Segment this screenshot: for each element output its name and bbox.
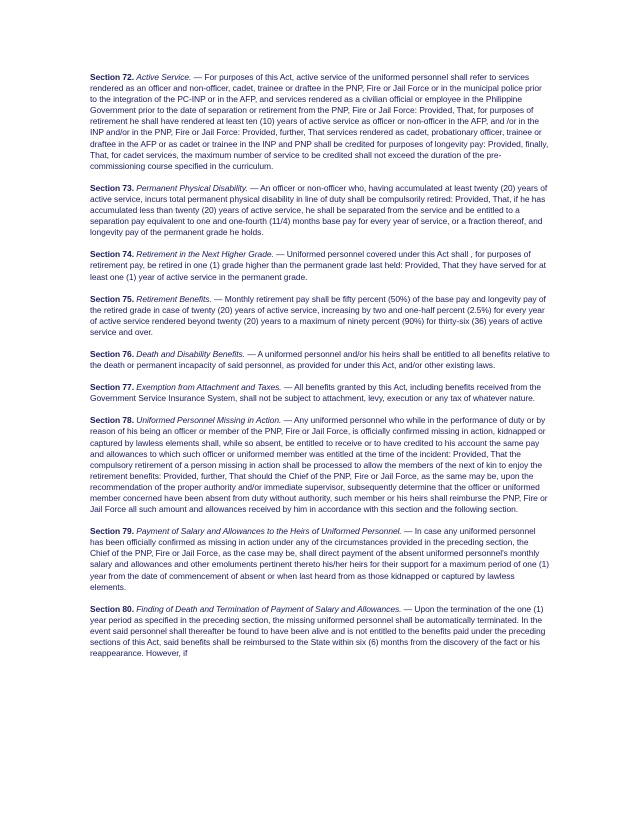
section-number: Section 80.: [90, 603, 134, 614]
section-73: [90, 183, 550, 238]
section-body: — An officer or non-officer who, having accumulated at least twenty (20) years of active service, incurs total permanent physical disability in line of duty shall be compulsorily retired: Provided, That, if he has accumulated less than twenty (20) years of active service, he shall be separated from the service and be entitled to a separation pay equivalent to one and one-fourth (11/4) months base pay for every year of service, or a fraction thereof, and longevity pay of the permanent grade he holds.: [90, 182, 548, 238]
section-number: Section 78.: [90, 415, 134, 426]
section-title: Death and Disability Benefits.: [136, 348, 246, 359]
section-74: [90, 249, 550, 282]
section-title: Retirement in the Next Higher Grade.: [136, 249, 274, 260]
section-number: Section 77.: [90, 382, 134, 393]
section-number: Section 75.: [90, 293, 134, 304]
section-body: — Monthly retirement pay shall be fifty percent (50%) of the base pay and longevity pay of the retired grade in case of twenty (20) years of active service, increasing by two and one-half percent (2.5%) for every year of active service rendered beyond twenty (20) years to a maximum of ninety percent (90%) for thirty-six (36) years of active service and over.: [90, 293, 546, 337]
section-paragraph: [90, 415, 550, 515]
section-body: — All benefits granted by this Act, including benefits received from the Government Service Insurance System, shall not be subject to attachment, levy, execution or any tax of whatever nature.: [90, 382, 542, 404]
section-title: Finding of Death and Termination of Payment of Salary and Allowances.: [136, 603, 402, 614]
section-body: — Any uniformed personnel who while in the performance of duty or by reason of his being an officer or member of the PNP, Fire or Jail Force, is officially confirmed missing in action, kidnapped or captured by lawless elements shall, while so absent, be entitled to receive or to have credited to his account the same pay and allowances to which such officer or uniformed member was entitled at the time of the incident: Provided, That the compulsory retirement of a person missing in action shall be processed to allow the members of the next of kin to enjoy the retirement benefits: Provided, further, That should the Chief of the PNP, Fire or Jail Force, as the same may be, upon the recommendation of the proper authority and/or immediate supervisor, subsequently determine that the officer or uniformed member concerned have been absent from duty without authority, such member or his heirs shall reimburse the PNP, Fire or Jail Force all such amount and allowances received by him in accordance with this section and the following section.: [90, 415, 548, 515]
section-body: — For purposes of this Act, active service of the uniformed personnel shall refer to services rendered as an officer and non-officer, cadet, trainee or draftee in the PNP, Fire or Jail Force or in the municipal police prior to the integration of the PC-INP or in the AFP, and services rendered as a civilian official or employee in the Philippine Government prior to the date of separation or retirement from the PNP, Fire or Jail Force: Provided, That, for purposes of retirement he shall have rendered at least ten (10) years of active service as officer or non-officer in the AFP, and /or in the INP and/or in the PNP, Fire or Jail Force: Provided, further, That services rendered as cadet, probationary officer, trainee or draftee in the AFP or as cadet or trainee in the INP and PNP shall be credited for purposes of longevity pay: Provided, finally, That, for cadet services, the maximum number of service to be credited shall not exceed the duration of the pre-commissioning course specified in the curriculum.: [90, 72, 549, 171]
section-number: Section 74.: [90, 249, 134, 260]
section-paragraph: [90, 526, 550, 593]
section-paragraph: [90, 294, 550, 338]
section-79: [90, 526, 550, 593]
section-number: Section 72.: [90, 72, 134, 82]
section-paragraph: [90, 183, 550, 238]
document-page: [90, 72, 550, 670]
section-72: [90, 72, 550, 172]
section-title: Active Service.: [136, 72, 192, 82]
section-paragraph: [90, 349, 550, 371]
section-number: Section 76.: [90, 348, 134, 359]
section-number: Section 79.: [90, 526, 134, 537]
section-body: — Upon the termination of the one (1) year period as specified in the preceding section, the missing uniformed personnel shall be automatically terminated. In the event said personnel shall thereafter be found to have been alive and is not entitled to the benefits paid under the preceding sections of this Act, said benefits shall be reimbursed to the State within six (6) months from the discovery of the fact or his reappearance. However, if: [90, 603, 546, 659]
section-body: — Uniformed personnel covered under this Act shall , for purposes of retirement pay, be retired in one (1) grade higher than the permanent grade last held: Provided, That they have served for at least one (1) year of active service in the permanent grade.: [90, 249, 546, 282]
section-paragraph: [90, 382, 550, 404]
section-body: — A uniformed personnel and/or his heirs shall be entitled to all benefits relative to the death or permanent incapacity of said personnel, as provided for under this Act, and/or other existing laws.: [90, 348, 550, 371]
section-75: [90, 294, 550, 338]
section-title: Retirement Benefits.: [136, 293, 212, 304]
section-78: [90, 415, 550, 515]
section-body: — In case any uniformed personnel has been officially confirmed as missing in action under any of the circumstances provided in the preceding section, the Chief of the PNP, Fire or Jail Force, as the case may be, shall direct payment of the absent uniformed personnel's monthly salary and allowances and other emoluments pertinent thereto his/her heirs for their support for a maximum period of one (1) year from the date of commencement of absent or when last heard from as those kidnapped or captured by lawless elements.: [90, 526, 550, 592]
section-title: Exemption from Attachment and Taxes.: [136, 382, 282, 393]
section-77: [90, 382, 550, 404]
section-paragraph: [90, 72, 550, 172]
section-title: Uniformed Personnel Missing in Action.: [136, 415, 282, 426]
section-80: [90, 604, 550, 659]
section-title: Permanent Physical Disability.: [136, 182, 248, 193]
section-paragraph: [90, 249, 550, 282]
section-number: Section 73.: [90, 182, 134, 193]
section-paragraph: [90, 604, 550, 659]
section-title: Payment of Salary and Allowances to the Heirs of Uniformed Personnel.: [136, 526, 402, 537]
section-76: [90, 349, 550, 371]
